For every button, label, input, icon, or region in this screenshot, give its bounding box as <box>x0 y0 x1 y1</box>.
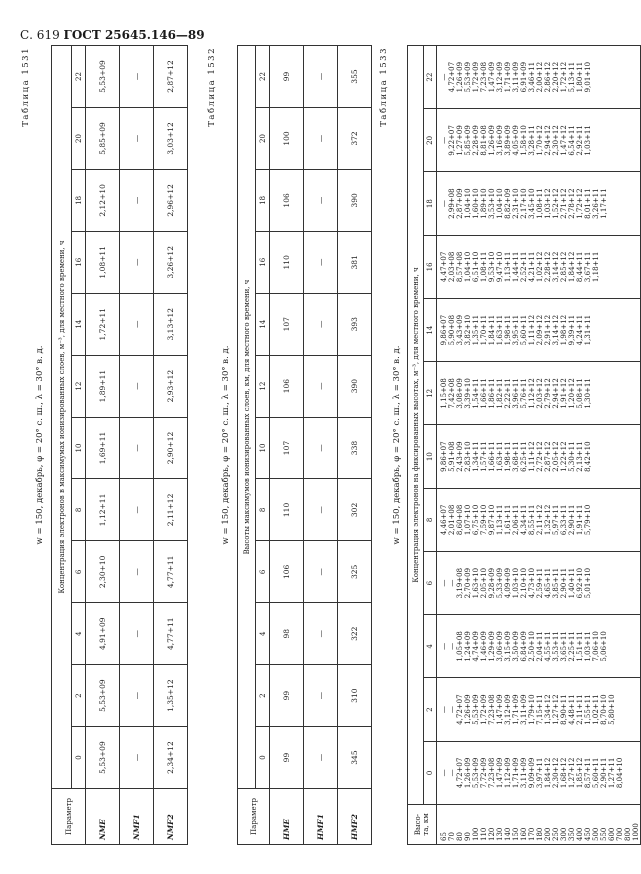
value-cell: — <box>120 417 154 479</box>
value-cell: 5,85+09 <box>86 108 120 170</box>
value-cell: 110 <box>270 479 304 541</box>
value-cell: 1,08+11 <box>86 231 120 293</box>
value-cell: — <box>304 169 338 231</box>
value-cell: 106 <box>270 169 304 231</box>
param-name: NME <box>86 789 120 845</box>
value-cell: — <box>304 231 338 293</box>
table-1531 <box>51 45 188 845</box>
standard-code: ГОСТ 25645.146—89 <box>63 28 205 42</box>
value-cell: 2,96+12 <box>154 169 188 231</box>
table-row <box>338 46 372 845</box>
time-header-4: 4 <box>424 615 437 678</box>
value-cell: — <box>304 541 338 603</box>
value-cell: 372 <box>338 108 372 170</box>
value-cell: 2,11+12 <box>154 479 188 541</box>
time-header-row <box>72 46 86 845</box>
value-column: 9,86+07 5,91+08 2,43+09 2,83+10 1,34+11 1,57+11 1,66+11 1,63+11 1,98+11 3,68+11 6,25+11 1,11+12 2,72+12 2,87+12 2,05+12 1,22+12 5,30+11 2,13+11 8,42+10 <box>437 425 641 488</box>
table-1533-data-row <box>437 46 641 845</box>
value-cell: — <box>120 231 154 293</box>
value-cell: — <box>304 355 338 417</box>
table-1533-caption: w = 150, декабрь, φ = 20° с. ш., λ = 30° в. д. <box>392 345 402 545</box>
value-cell: — <box>120 108 154 170</box>
param-header: Параметр <box>52 789 86 845</box>
param-name: HMF2 <box>338 789 372 845</box>
value-cell: 1,89+11 <box>86 355 120 417</box>
time-header-6: 6 <box>256 541 270 603</box>
value-cell: 99 <box>270 727 304 789</box>
time-header-4: 4 <box>72 603 86 665</box>
table-row <box>270 46 304 845</box>
value-column: 1,15+08 7,42+08 3,08+09 3,39+10 1,54+11 1,66+11 1,86+11 1,82+11 2,22+11 3,96+11 5,76+11 1,12+12 2,03+12 2,79+12 2,94+12 1,91+12 1,20+12 5,08+11 1,30+11 <box>437 362 641 425</box>
value-cell: 393 <box>338 293 372 355</box>
table-row <box>86 46 120 845</box>
page-number: С. 619 <box>20 28 60 42</box>
value-cell: 98 <box>270 603 304 665</box>
height-header: Высо- та, км <box>408 805 437 845</box>
value-cell: 3,26+12 <box>154 231 188 293</box>
value-cell: 107 <box>270 293 304 355</box>
table-1531-block <box>17 45 217 845</box>
time-header-12: 12 <box>72 355 86 417</box>
table-1533 <box>407 45 641 845</box>
table-1531-caption: w = 150, декабрь, φ = 20° с. ш., λ = 30° в. д. <box>35 345 45 545</box>
time-header-12: 12 <box>424 362 437 425</box>
time-header-14: 14 <box>256 293 270 355</box>
value-column: — — 3,19+08 2,70+09 1,63+10 2,05+10 9,28+09 5,33+09 4,09+09 1,03+10 2,10+10 4,73+10 2,59+11 4,65+11 3,85+11 2,90+11 1,40+11 6,92+10 5,01+10 <box>437 552 641 615</box>
value-cell: 355 <box>338 46 372 108</box>
table-1532-title: Таблица 1532 <box>207 47 217 127</box>
time-header-16: 16 <box>256 231 270 293</box>
value-cell: 390 <box>338 169 372 231</box>
value-column: — — 4,72+07 1,26+09 5,53+09 7,72+09 7,23+08 1,47+09 1,12+09 1,71+09 3,11+09 9,09+09 3,97+11 1,84+12 2,30+12 1,68+12 1,27+12 1,85+12 8,57+11 5,60+11 2,90+11 1,27+11 8,04+10 <box>437 741 641 804</box>
value-cell: 4,77+11 <box>154 603 188 665</box>
value-cell: 1,72+11 <box>86 293 120 355</box>
value-cell: 106 <box>270 355 304 417</box>
time-header-10: 10 <box>424 425 437 488</box>
value-cell: — <box>120 169 154 231</box>
time-header-22: 22 <box>424 46 437 109</box>
time-header-12: 12 <box>256 355 270 417</box>
value-cell: 4,91+09 <box>86 603 120 665</box>
time-header-6: 6 <box>72 541 86 603</box>
value-cell: — <box>304 46 338 108</box>
value-cell: — <box>120 665 154 727</box>
param-name: HME <box>270 789 304 845</box>
time-header-20: 20 <box>72 108 86 170</box>
value-cell: — <box>120 355 154 417</box>
time-header-22: 22 <box>72 46 86 108</box>
time-header-0: 0 <box>256 727 270 789</box>
time-header-0: 0 <box>72 727 86 789</box>
value-column: — — 1,05+08 1,24+09 4,74+09 1,46+09 1,29+09 3,06+09 3,15+09 3,50+09 6,84+09 2,50+10 2,04+11 4,55+11 3,53+11 3,65+11 2,25+11 1,51+11 1,03+11 7,06+10 5,06+10 <box>437 615 641 678</box>
time-header-10: 10 <box>256 417 270 479</box>
value-cell: 390 <box>338 355 372 417</box>
time-header-18: 18 <box>256 169 270 231</box>
value-cell: — <box>120 479 154 541</box>
value-cell: — <box>304 727 338 789</box>
heights-list: 65 70 80 90 100 110 120 130 140 150 160 170 180 200 250 300 350 400 450 500 550 600 700 800 1000 <box>437 805 641 845</box>
value-cell: — <box>120 541 154 603</box>
table-1531-title: Таблица 1531 <box>21 47 31 127</box>
value-cell: 106 <box>270 541 304 603</box>
time-header-6: 6 <box>424 552 437 615</box>
time-header-8: 8 <box>424 488 437 551</box>
value-column: — 2,99+08 2,87+09 1,04+10 1,60+10 1,89+10 3,53+10 1,04+10 8,82+09 2,31+10 2,17+10 3,45+10 1,08+11 1,03+12 1,52+12 2,71+12 2,78+12 1,72+12 8,01+11 3,26+11 1,17+11 <box>437 172 641 235</box>
param-name: NMF1 <box>120 789 154 845</box>
value-cell: 2,34+12 <box>154 727 188 789</box>
time-header-16: 16 <box>424 235 437 298</box>
value-column: — 9,22+07 1,27+09 5,85+09 2,28+09 8,81+08 1,26+09 3,16+09 3,89+09 4,05+09 1,58+10 3,28+11 1,70+12 2,94+12 2,30+12 1,47+12 6,54+11 2,92+11 1,03+11 <box>437 109 641 172</box>
time-header-18: 18 <box>424 172 437 235</box>
table-1532 <box>237 45 372 845</box>
value-cell: 310 <box>338 665 372 727</box>
table-1533-title: Таблица 1533 <box>379 47 389 127</box>
table-row <box>154 46 188 845</box>
value-cell: — <box>120 603 154 665</box>
value-cell: 2,12+10 <box>86 169 120 231</box>
value-cell: — <box>304 293 338 355</box>
value-cell: 338 <box>338 417 372 479</box>
value-cell: — <box>304 479 338 541</box>
value-cell: — <box>304 417 338 479</box>
value-cell: 99 <box>270 46 304 108</box>
table-row <box>304 46 338 845</box>
value-cell: — <box>120 46 154 108</box>
value-cell: 1,69+11 <box>86 417 120 479</box>
value-cell: 3,03+12 <box>154 108 188 170</box>
value-column: 4,47+07 2,03+08 8,57+08 1,04+10 6,51+10 1,08+11 9,53+10 9,47+10 1,13+11 1,44+11 2,52+11 4,21+11 1,02+12 2,28+12 3,14+12 2,85+12 1,84+12 8,44+11 3,67+11 1,18+11 <box>437 235 641 298</box>
value-cell: 99 <box>270 665 304 727</box>
value-cell: — <box>304 108 338 170</box>
value-cell: 381 <box>338 231 372 293</box>
value-column: — 4,72+07 1,26+09 5,53+09 1,72+09 7,23+08 1,47+09 3,12+09 1,71+09 3,11+09 6,91+09 3,46+11 2,00+12 2,86+12 2,20+12 1,72+12 5,13+11 1,80+11 9,01+10 <box>437 46 641 109</box>
time-header-4: 4 <box>256 603 270 665</box>
table-1532-subcaption: Высоты максимумов ионизированных слоев, км, для местного времени, ч <box>238 46 256 789</box>
table-1533-block <box>379 45 640 845</box>
time-header-14: 14 <box>72 293 86 355</box>
time-header-20: 20 <box>424 109 437 172</box>
value-cell: 5,53+09 <box>86 665 120 727</box>
table-1531-body <box>86 46 188 845</box>
value-cell: — <box>304 665 338 727</box>
value-cell: 2,90+12 <box>154 417 188 479</box>
table-row <box>120 46 154 845</box>
table-1533-subcaption: Концентрация электронов на фиксированных высотах, м⁻³, для местного времени, ч <box>408 46 424 805</box>
page-header <box>20 28 205 42</box>
rotated-tables <box>17 45 640 845</box>
value-cell: 2,87+12 <box>154 46 188 108</box>
time-header-0: 0 <box>424 741 437 804</box>
value-cell: 325 <box>338 541 372 603</box>
time-header-2: 2 <box>256 665 270 727</box>
value-cell: 5,53+09 <box>86 46 120 108</box>
value-cell: 322 <box>338 603 372 665</box>
value-cell: — <box>304 603 338 665</box>
value-cell: 1,12+11 <box>86 479 120 541</box>
value-cell: 2,93+12 <box>154 355 188 417</box>
value-cell: 1,35+12 <box>154 665 188 727</box>
time-header-20: 20 <box>256 108 270 170</box>
table-1531-subcaption: Концентрация электронов в максимумах ионизированных слоев, м⁻³, для местного времени, ч <box>52 46 72 789</box>
value-cell: 4,77+11 <box>154 541 188 603</box>
value-cell: 3,13+12 <box>154 293 188 355</box>
table-1532-block <box>207 45 387 845</box>
time-header-2: 2 <box>72 665 86 727</box>
time-header-14: 14 <box>424 299 437 362</box>
value-cell: 302 <box>338 479 372 541</box>
value-cell: — <box>120 293 154 355</box>
time-header-8: 8 <box>256 479 270 541</box>
time-header-row <box>256 46 270 845</box>
param-name: NMF2 <box>154 789 188 845</box>
value-column: 4,46+07 2,01+08 8,60+08 1,07+10 6,75+10 7,59+10 9,87+10 1,13+11 1,61+11 2,06+11 4,34+11 8,55+11 2,11+12 1,32+12 5,97+11 6,33+11 2,90+11 1,91+11 5,79+10 <box>437 488 641 551</box>
time-header-16: 16 <box>72 231 86 293</box>
time-header-8: 8 <box>72 479 86 541</box>
time-header-22: 22 <box>256 46 270 108</box>
value-cell: 110 <box>270 231 304 293</box>
value-cell: 345 <box>338 727 372 789</box>
value-cell: 107 <box>270 417 304 479</box>
time-header-18: 18 <box>72 169 86 231</box>
table-1532-body <box>270 46 372 845</box>
time-header-2: 2 <box>424 678 437 741</box>
value-cell: 100 <box>270 108 304 170</box>
value-cell: — <box>120 727 154 789</box>
value-column: — — 4,72+07 1,26+09 5,53+09 1,72+09 7,23+08 1,47+09 3,12+09 1,71+09 3,11+09 1,79+10 7,15+11 1,34+12 1,27+12 8,90+11 4,48+11 2,11+11 1,55+11 1,02+11 8,70+10 5,80+10 <box>437 678 641 741</box>
table-1532-caption: w = 150, декабрь, φ = 20° с. ш., λ = 30° в. д. <box>221 345 231 545</box>
time-header-10: 10 <box>72 417 86 479</box>
param-name: HMF1 <box>304 789 338 845</box>
value-column: 9,86+07 5,90+08 3,43+09 3,82+10 1,35+11 1,70+11 1,84+11 1,63+11 1,98+11 3,95+11 5,60+11 1,11+12 2,09+12 2,91+12 3,14+12 1,98+12 9,39+11 4,24+11 1,31+11 <box>437 299 641 362</box>
param-header: Параметр <box>238 789 270 845</box>
value-cell: 2,30+10 <box>86 541 120 603</box>
value-cell: 5,53+09 <box>86 727 120 789</box>
time-header-row <box>424 46 437 845</box>
